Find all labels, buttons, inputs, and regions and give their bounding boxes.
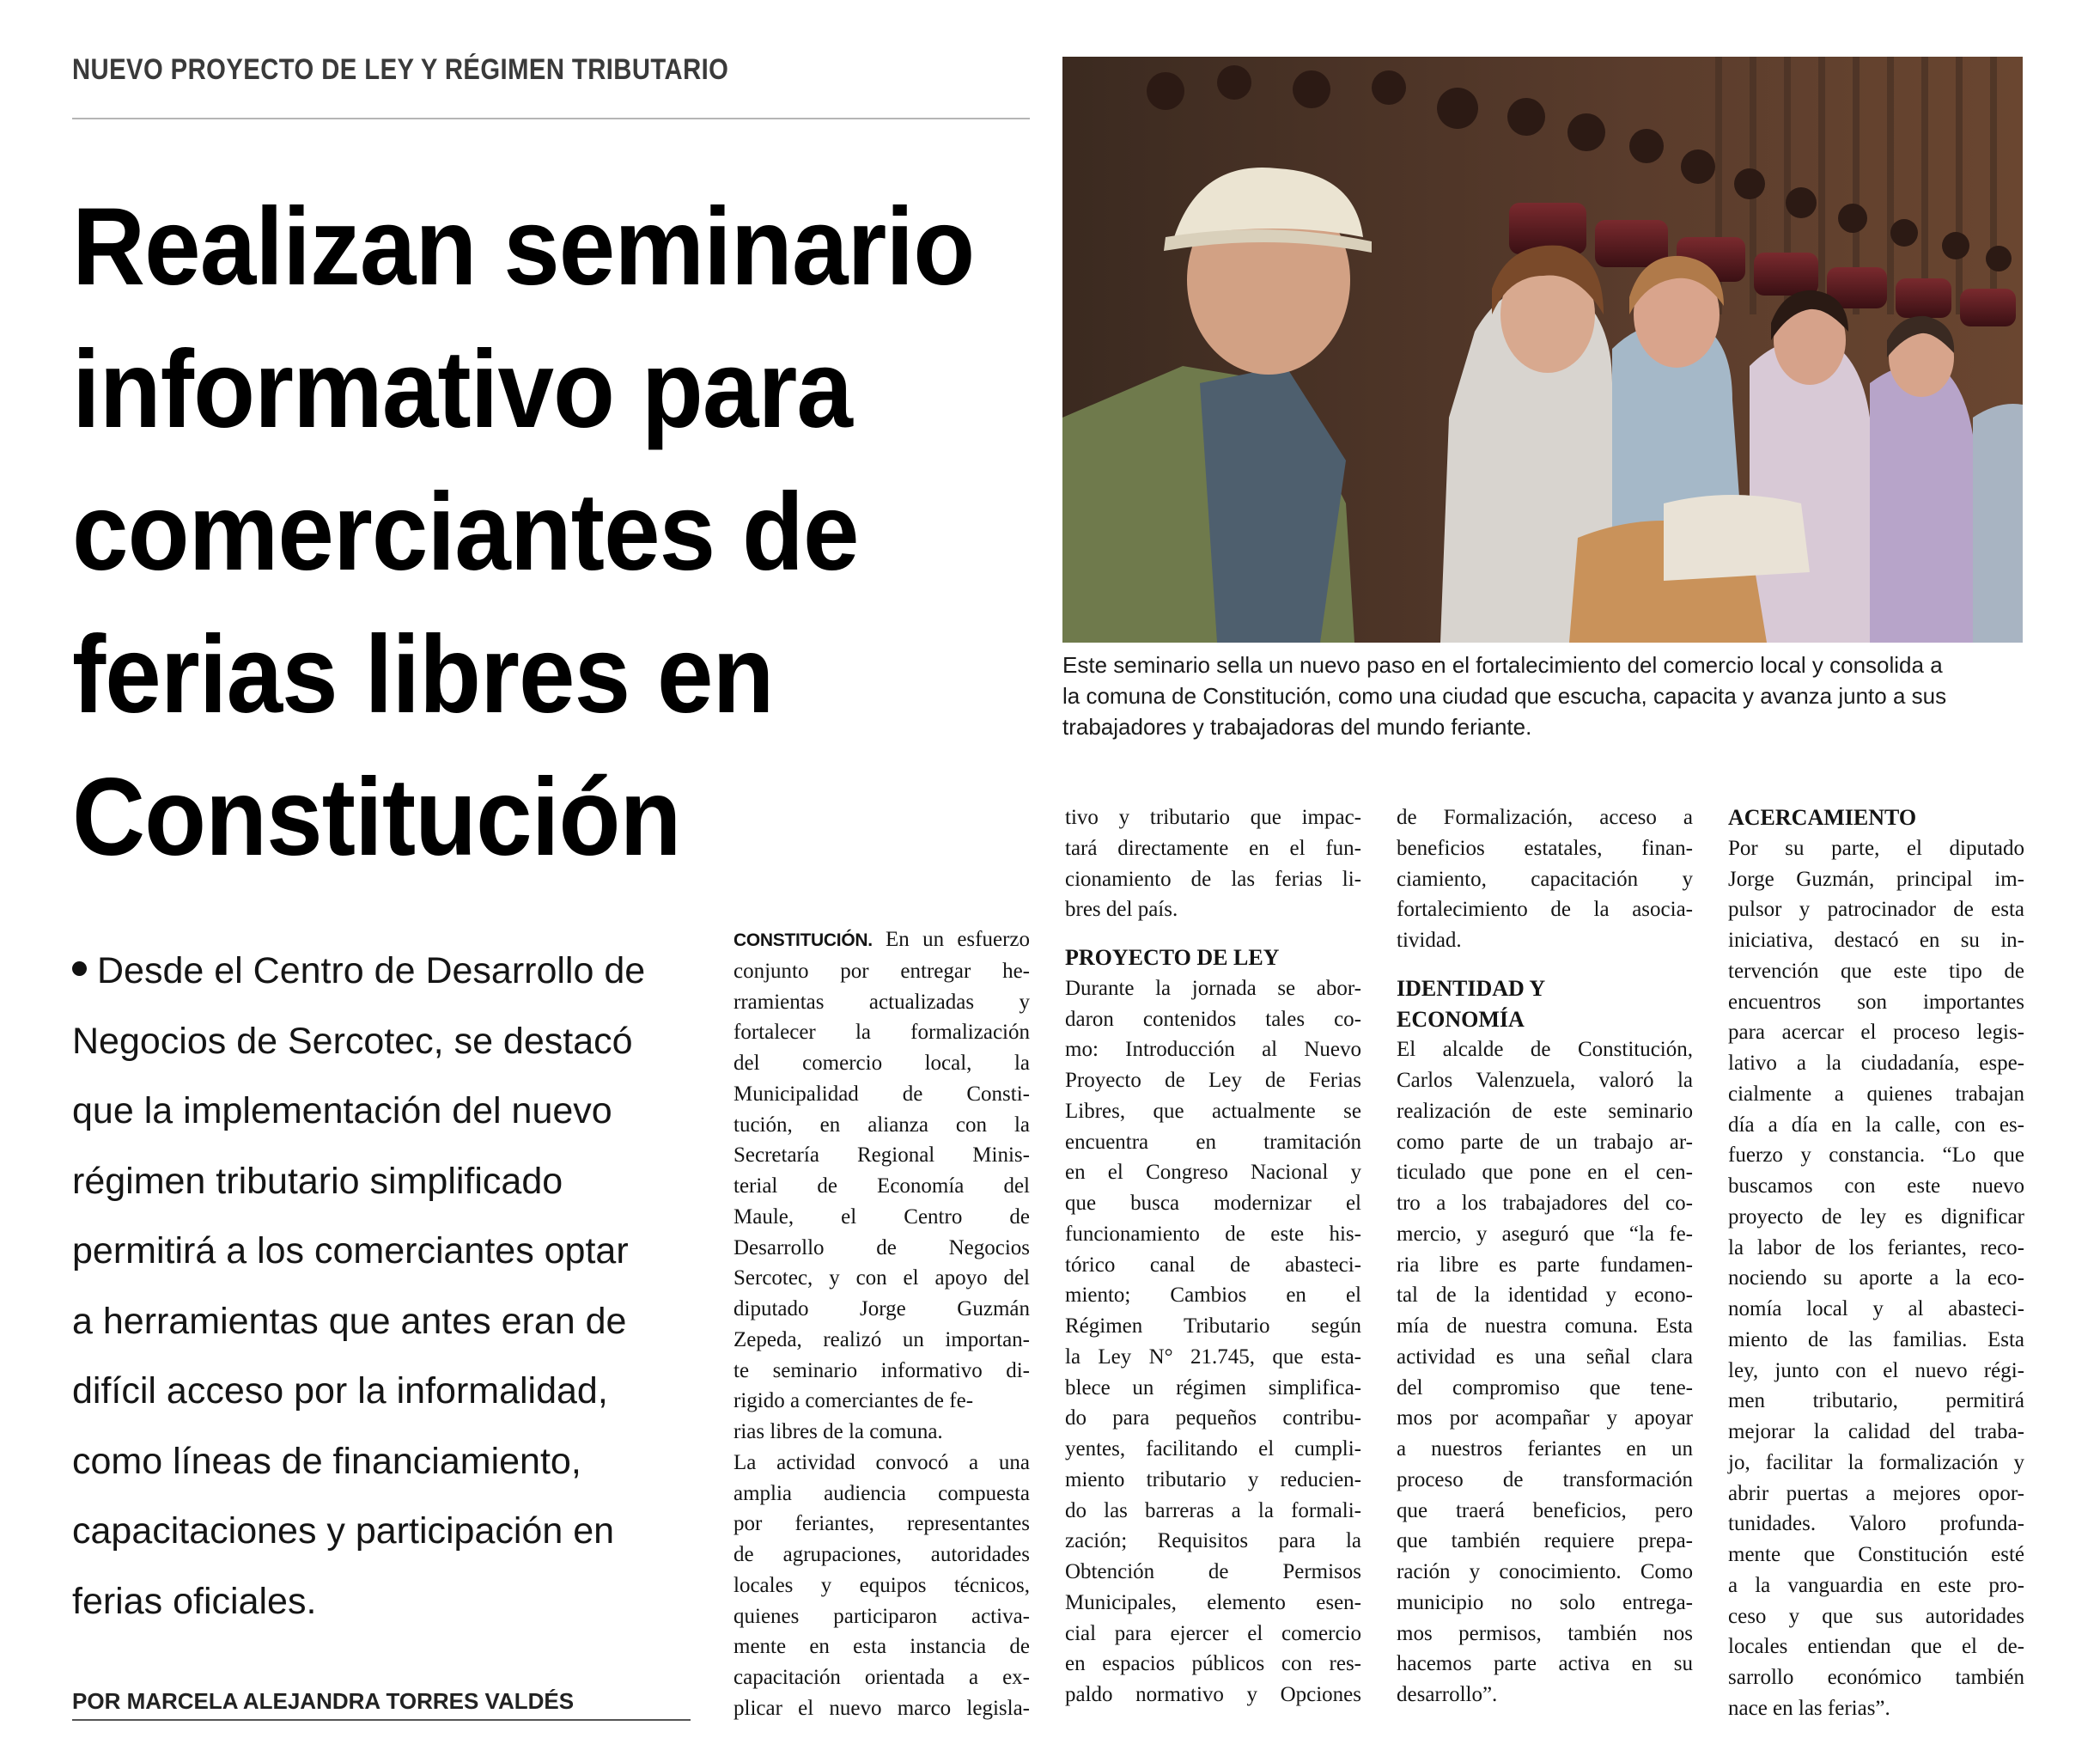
- body-line: realización de este seminario: [1397, 1099, 1693, 1123]
- body-line: nociendo su aporte a la eco-: [1728, 1266, 2024, 1290]
- lead-line: difícil acceso por la informalidad,: [72, 1370, 608, 1412]
- body-line: tución, en alianza con la: [733, 1113, 1030, 1137]
- body-line: en el Congreso Nacional y: [1065, 1161, 1361, 1185]
- body-line: ley, junto con el nuevo régi-: [1728, 1358, 2024, 1382]
- body-line: cionamiento de las ferias li-: [1065, 867, 1361, 891]
- body-line: beneficios estatales, finan-: [1397, 836, 1693, 860]
- body-line: a la vanguardia en este pro-: [1728, 1573, 2024, 1597]
- body-line: tividad.: [1397, 929, 1462, 952]
- body-line: tará directamente en el fun-: [1065, 836, 1361, 860]
- body-line: del comercio local, la: [733, 1052, 1030, 1075]
- body-line: ración y conocimiento. Como: [1397, 1560, 1693, 1583]
- body-line: men tributario, permitirá: [1728, 1389, 2024, 1413]
- kicker-divider: [72, 118, 1030, 119]
- body-line: fuerzo y constancia. “Lo que: [1728, 1143, 2024, 1168]
- lead-line: ferias oficiales.: [72, 1580, 317, 1622]
- body-line: tivo y tributario que impac-: [1065, 806, 1361, 829]
- body-line: capacitación orientada a ex-: [733, 1666, 1030, 1689]
- body-line: Obtención de Permisos: [1065, 1560, 1361, 1583]
- headline-line: Realizan seminario: [72, 186, 975, 308]
- body-line: ciamiento, capacitación y: [1397, 867, 1693, 891]
- body-line: del compromiso que tene-: [1397, 1375, 1693, 1399]
- body-line: Zepeda, realizó un importan-: [733, 1327, 1030, 1351]
- body-line: que traerá beneficios, pero: [1397, 1498, 1693, 1522]
- body-line: plicar el nuevo marco legisla-: [733, 1696, 1030, 1720]
- article-column-2: [1065, 802, 1361, 1710]
- body-line: rramientas actualizadas y: [733, 990, 1030, 1014]
- body-line: lativo a la ciudadanía, espe-: [1728, 1052, 2024, 1075]
- lead-line: que la implementación del nuevo: [72, 1090, 612, 1131]
- subhead-identidad-line-2: ECONOMÍA: [1397, 1006, 1525, 1032]
- headline-line: ferias libres en: [72, 613, 774, 736]
- lead-line: permitirá a los comerciantes optar: [72, 1230, 629, 1271]
- body-line: rias libres de la comuna.: [733, 1420, 943, 1443]
- body-line: Desarrollo de Negocios: [733, 1235, 1030, 1259]
- body-line: mo: Introducción al Nuevo: [1065, 1038, 1361, 1062]
- body-line: abrir puertas a mejores opor-: [1728, 1481, 2024, 1505]
- lead-line: Negocios de Sercotec, se destacó: [72, 1020, 633, 1062]
- lead-line: como líneas de financiamiento,: [72, 1440, 581, 1482]
- body-line: do las barreras a la formali-: [1065, 1498, 1361, 1522]
- body-line: El alcalde de Constitución,: [1397, 1038, 1693, 1062]
- body-line: yentes, facilitando el cumpli-: [1065, 1437, 1361, 1460]
- body-line: te seminario informativo di-: [733, 1358, 1030, 1382]
- body-line: fortalecer la formalización: [733, 1021, 1030, 1045]
- body-line: actividad es una señal clara: [1397, 1345, 1693, 1369]
- body-line: locales entiendan que el de-: [1728, 1635, 2024, 1659]
- body-line: Secretaría Regional Minis-: [733, 1143, 1030, 1168]
- body-line: buscamos con este nuevo: [1728, 1174, 2024, 1198]
- headline-line: Constitución: [72, 756, 681, 879]
- audience-photo: [1062, 57, 2023, 643]
- body-line: que busca modernizar el: [1065, 1192, 1361, 1215]
- section-kicker: NUEVO PROYECTO DE LEY Y RÉGIMEN TRIBUTARIO: [72, 53, 729, 86]
- body-line: de Formalización, acceso a: [1397, 806, 1693, 829]
- body-line: ceso y que sus autoridades: [1728, 1604, 2024, 1628]
- body-line: tervención que este tipo de: [1728, 959, 2024, 983]
- photo-caption: [1062, 649, 2024, 742]
- body-line: mente en esta instancia de: [733, 1635, 1030, 1659]
- body-line: amplia audiencia compuesta: [733, 1481, 1030, 1505]
- body-line: funcionamiento de este his-: [1065, 1222, 1361, 1246]
- body-line: Por su parte, el diputado: [1728, 836, 2024, 860]
- body-line: Maule, el Centro de: [733, 1204, 1030, 1229]
- body-line: la Ley N° 21.745, que esta-: [1065, 1345, 1361, 1369]
- body-line: cialmente a quienes trabajan: [1728, 1082, 2024, 1106]
- body-line: cial para ejercer el comercio: [1065, 1621, 1361, 1645]
- body-line: Régimen Tributario según: [1065, 1314, 1361, 1338]
- body-line: proyecto de ley es dignificar: [1728, 1204, 2024, 1229]
- body-line: Libres, que actualmente se: [1065, 1099, 1361, 1123]
- body-line: locales y equipos técnicos,: [733, 1573, 1030, 1597]
- body-line: Proyecto de Ley de Ferias: [1065, 1069, 1361, 1092]
- headline-line: comerciantes de: [72, 471, 859, 594]
- bullet-icon: [72, 961, 87, 976]
- caption-line: trabajadores y trabajadoras del mundo feriante.: [1062, 714, 1532, 740]
- body-line: como parte de un trabajo ar-: [1397, 1130, 1693, 1154]
- body-line: terial de Economía del: [733, 1174, 1030, 1198]
- lead-line: capacitaciones y participación en: [72, 1510, 615, 1552]
- body-line: desarrollo”.: [1397, 1683, 1498, 1706]
- lead-line: Desde el Centro de Desarrollo de: [97, 950, 646, 991]
- body-line: daron contenidos tales co-: [1065, 1007, 1361, 1031]
- byline: POR MARCELA ALEJANDRA TORRES VALDÉS: [72, 1688, 575, 1714]
- body-line: pulsor y patrocinador de esta: [1728, 898, 2024, 922]
- body-line: tórico canal de abasteci-: [1065, 1253, 1361, 1277]
- article-column-4: [1728, 802, 2024, 1724]
- caption-line: Este seminario sella un nuevo paso en el fortalecimiento del comercio local y consolida a: [1062, 652, 1943, 678]
- body-line: tro a los trabajadores del co-: [1397, 1192, 1693, 1215]
- body-line: Durante la jornada se abor-: [1065, 976, 1361, 1000]
- body-line: mejorar la calidad del traba-: [1728, 1420, 2024, 1443]
- article-column-3: [1397, 802, 1693, 1710]
- body-line: ticulado que pone en el cen-: [1397, 1161, 1693, 1185]
- body-line: rigido a comerciantes de fe-: [733, 1389, 974, 1413]
- body-line: jo, facilitar la formalización y: [1728, 1450, 2024, 1474]
- body-line: ria libre es parte fundamen-: [1397, 1253, 1693, 1277]
- subhead-proyecto: PROYECTO DE LEY: [1065, 945, 1280, 970]
- body-line: sarrollo económico también: [1728, 1666, 2024, 1689]
- body-line: proceso de transformación: [1397, 1467, 1693, 1491]
- lead-summary: [72, 936, 708, 1637]
- caption-line: la comuna de Constitución, como una ciudad que escucha, capacita y avanza junto a sus: [1062, 683, 1947, 709]
- body-line: Sercotec, y con el apoyo del: [733, 1266, 1030, 1290]
- body-line: paldo normativo y Opciones: [1065, 1683, 1361, 1706]
- body-line: fortalecimiento de la asocia-: [1397, 898, 1693, 922]
- body-line: miento tributario y reducien-: [1065, 1467, 1361, 1491]
- body-line: bres del país.: [1065, 898, 1178, 922]
- body-line: blece un régimen simplifica-: [1065, 1375, 1361, 1399]
- body-line: día a día en la calle, con es-: [1728, 1113, 2024, 1137]
- byline-divider: [72, 1719, 691, 1721]
- body-line: tal de la identidad y econo-: [1397, 1284, 1693, 1308]
- body-line: mercio, y aseguró que “la fe-: [1397, 1222, 1693, 1246]
- body-line: la labor de los feriantes, reco-: [1728, 1235, 2024, 1259]
- body-line: iniciativa, destacó en su in-: [1728, 929, 2024, 952]
- headline-line: informativo para: [72, 328, 852, 451]
- body-line: quienes participaron activa-: [733, 1604, 1030, 1628]
- body-line: nomía local y al abasteci-: [1728, 1297, 2024, 1320]
- body-line: mía de nuestra comuna. Esta: [1397, 1314, 1693, 1338]
- article-column-1: [733, 924, 1030, 1724]
- body-line: La actividad convocó a una: [733, 1450, 1030, 1474]
- body-line: mos por acompañar y apoyar: [1397, 1406, 1693, 1430]
- body-line: de agrupaciones, autoridades: [733, 1543, 1030, 1566]
- body-line: por feriantes, representantes: [733, 1512, 1030, 1536]
- body-line: que también requiere prepa-: [1397, 1529, 1693, 1553]
- body-line: encuentra en tramitación: [1065, 1130, 1361, 1154]
- body-line: encuentros son importantes: [1728, 990, 2024, 1014]
- body-line: hacemos parte activa en su: [1397, 1652, 1693, 1676]
- body-line: conjunto por entregar he-: [733, 959, 1030, 983]
- lead-line: régimen tributario simplificado: [72, 1160, 563, 1202]
- body-line: en espacios públicos con res-: [1065, 1652, 1361, 1676]
- body-line: Jorge Guzmán, principal im-: [1728, 867, 2024, 891]
- body-line: municipio no solo entrega-: [1397, 1590, 1693, 1614]
- dateline: CONSTITUCIÓN.: [733, 930, 873, 950]
- body-line: Municipalidad de Consti-: [733, 1082, 1030, 1106]
- body-line: diputado Jorge Guzmán: [733, 1297, 1030, 1320]
- body-line: para acercar el proceso legis-: [1728, 1021, 2024, 1045]
- body-line: do para pequeños contribu-: [1065, 1406, 1361, 1430]
- lead-line: a herramientas que antes eran de: [72, 1300, 627, 1342]
- headline: [72, 176, 1043, 889]
- body-line: miento; Cambios en el: [1065, 1284, 1361, 1308]
- body-line: miento de las familias. Esta: [1728, 1327, 2024, 1351]
- body-line: mos permisos, también nos: [1397, 1621, 1693, 1645]
- body-line: En un esfuerzo: [886, 928, 1030, 951]
- body-line: Carlos Valenzuela, valoró la: [1397, 1069, 1693, 1092]
- body-line: tunidades. Valoro profunda-: [1728, 1512, 2024, 1536]
- body-line: mente que Constitución esté: [1728, 1543, 2024, 1566]
- body-line: zación; Requisitos para la: [1065, 1529, 1361, 1553]
- subhead-acercamiento: ACERCAMIENTO: [1728, 805, 1917, 830]
- subhead-identidad: IDENTIDAD Y: [1397, 975, 1546, 1001]
- body-line: nace en las ferias”.: [1728, 1696, 1890, 1720]
- body-line: Municipales, elemento esen-: [1065, 1590, 1361, 1614]
- body-line: a nuestros feriantes en un: [1397, 1437, 1693, 1460]
